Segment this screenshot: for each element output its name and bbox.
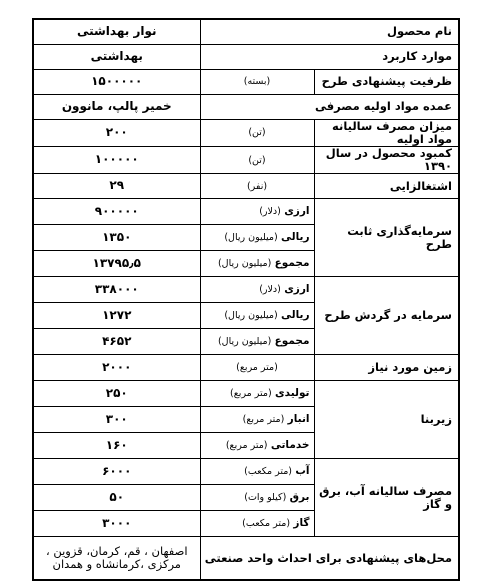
proposed-locations-line1: اصفهان ، قم، کرمان، قزوین ، bbox=[45, 543, 188, 558]
product-spec-table bbox=[32, 18, 460, 581]
row-raw-materials bbox=[33, 94, 459, 119]
raw-materials-label: عمده مواد اولیه مصرفی bbox=[200, 94, 459, 119]
fixed-investment-forex-unit: ارزی (دلار) bbox=[200, 199, 314, 225]
utilities-gas-value: ۳۰۰۰ bbox=[33, 511, 200, 537]
row-raw-material-consumption bbox=[33, 119, 459, 146]
row-infrastructure-production bbox=[33, 381, 459, 407]
land-value: ۲۰۰۰ bbox=[33, 355, 200, 381]
row-capacity bbox=[33, 69, 459, 94]
product-name-label: نام محصول bbox=[200, 19, 459, 44]
working-capital-forex-unit: ارزی (دلار) bbox=[200, 277, 314, 303]
row-employment bbox=[33, 174, 459, 199]
utilities-gas-unit: گاز (متر مکعب) bbox=[200, 511, 314, 537]
employment-unit: (نفر) bbox=[200, 174, 314, 199]
working-capital-forex-value: ۳۳۸۰۰۰ bbox=[33, 277, 200, 303]
row-utilities-water bbox=[33, 459, 459, 485]
utilities-label: مصرف سالیانه آب، برق و گاز bbox=[314, 459, 459, 537]
infrastructure-services-value: ۱۶۰ bbox=[33, 433, 200, 459]
fixed-investment-forex-value: ۹۰۰۰۰۰ bbox=[33, 199, 200, 225]
utilities-water-value: ۶۰۰۰ bbox=[33, 459, 200, 485]
fixed-investment-rial-value: ۱۳۵۰ bbox=[33, 225, 200, 251]
infrastructure-services-unit: خدماتی (متر مربع) bbox=[200, 433, 314, 459]
raw-material-consumption-value: ۲۰۰ bbox=[33, 119, 200, 146]
infrastructure-production-value: ۲۵۰ bbox=[33, 381, 200, 407]
row-product-name bbox=[33, 19, 459, 44]
utilities-electricity-value: ۵۰ bbox=[33, 485, 200, 511]
employment-value: ۲۹ bbox=[33, 174, 200, 199]
usage-label: موارد کاربرد bbox=[200, 44, 459, 69]
working-capital-rial-unit: ریالی (میلیون ریال) bbox=[200, 303, 314, 329]
shortage-unit: (تن) bbox=[200, 146, 314, 173]
fixed-investment-label: سرمایه‌گذاری ثابت طرح bbox=[314, 199, 459, 277]
product-name-value: نوار بهداشتی bbox=[33, 19, 200, 44]
working-capital-label: سرمایه در گردش طرح bbox=[314, 277, 459, 355]
infrastructure-warehouse-value: ۳۰۰ bbox=[33, 407, 200, 433]
proposed-locations-label: محل‌های پیشنهادی برای احداث واحد صنعتی bbox=[200, 537, 459, 580]
working-capital-rial-value: ۱۲۷۲ bbox=[33, 303, 200, 329]
infrastructure-warehouse-unit: انبار (متر مربع) bbox=[200, 407, 314, 433]
utilities-water-unit: آب (متر مکعب) bbox=[200, 459, 314, 485]
capacity-label: ظرفیت پیشنهادی طرح bbox=[314, 69, 459, 94]
proposed-locations-line2: مرکزی ،کرمانشاه و همدان bbox=[52, 557, 181, 572]
row-usage bbox=[33, 44, 459, 69]
raw-materials-value: خمیر پالپ، مانوون bbox=[33, 94, 200, 119]
working-capital-total-unit: مجموع (میلیون ریال) bbox=[200, 329, 314, 355]
land-label: زمین مورد نیاز bbox=[314, 355, 459, 381]
row-fixed-investment-forex bbox=[33, 199, 459, 225]
row-working-capital-forex bbox=[33, 277, 459, 303]
land-unit: (متر مربع) bbox=[200, 355, 314, 381]
capacity-unit: (بسته) bbox=[200, 69, 314, 94]
employment-label: اشتغالزایی bbox=[314, 174, 459, 199]
row-proposed-locations bbox=[33, 537, 459, 580]
capacity-value: ۱۵۰۰۰۰۰ bbox=[33, 69, 200, 94]
row-shortage bbox=[33, 146, 459, 173]
fixed-investment-total-value: ۱۳۷۹۵٫۵ bbox=[33, 251, 200, 277]
utilities-electricity-unit: برق (کیلو وات) bbox=[200, 485, 314, 511]
shortage-value: ۱۰۰۰۰۰ bbox=[33, 146, 200, 173]
row-land bbox=[33, 355, 459, 381]
working-capital-total-value: ۴۶۵۲ bbox=[33, 329, 200, 355]
fixed-investment-rial-unit: ریالی (میلیون ریال) bbox=[200, 225, 314, 251]
raw-material-consumption-label: میزان مصرف سالیانه مواد اولیه bbox=[314, 119, 459, 146]
infrastructure-label: زیربنا bbox=[314, 381, 459, 459]
usage-value: بهداشتی bbox=[33, 44, 200, 69]
shortage-label: کمبود محصول در سال ۱۳۹۰ bbox=[314, 146, 459, 173]
infrastructure-production-unit: تولیدی (متر مربع) bbox=[200, 381, 314, 407]
fixed-investment-total-unit: مجموع (میلیون ریال) bbox=[200, 251, 314, 277]
raw-material-consumption-unit: (تن) bbox=[200, 119, 314, 146]
proposed-locations-value bbox=[33, 537, 200, 580]
